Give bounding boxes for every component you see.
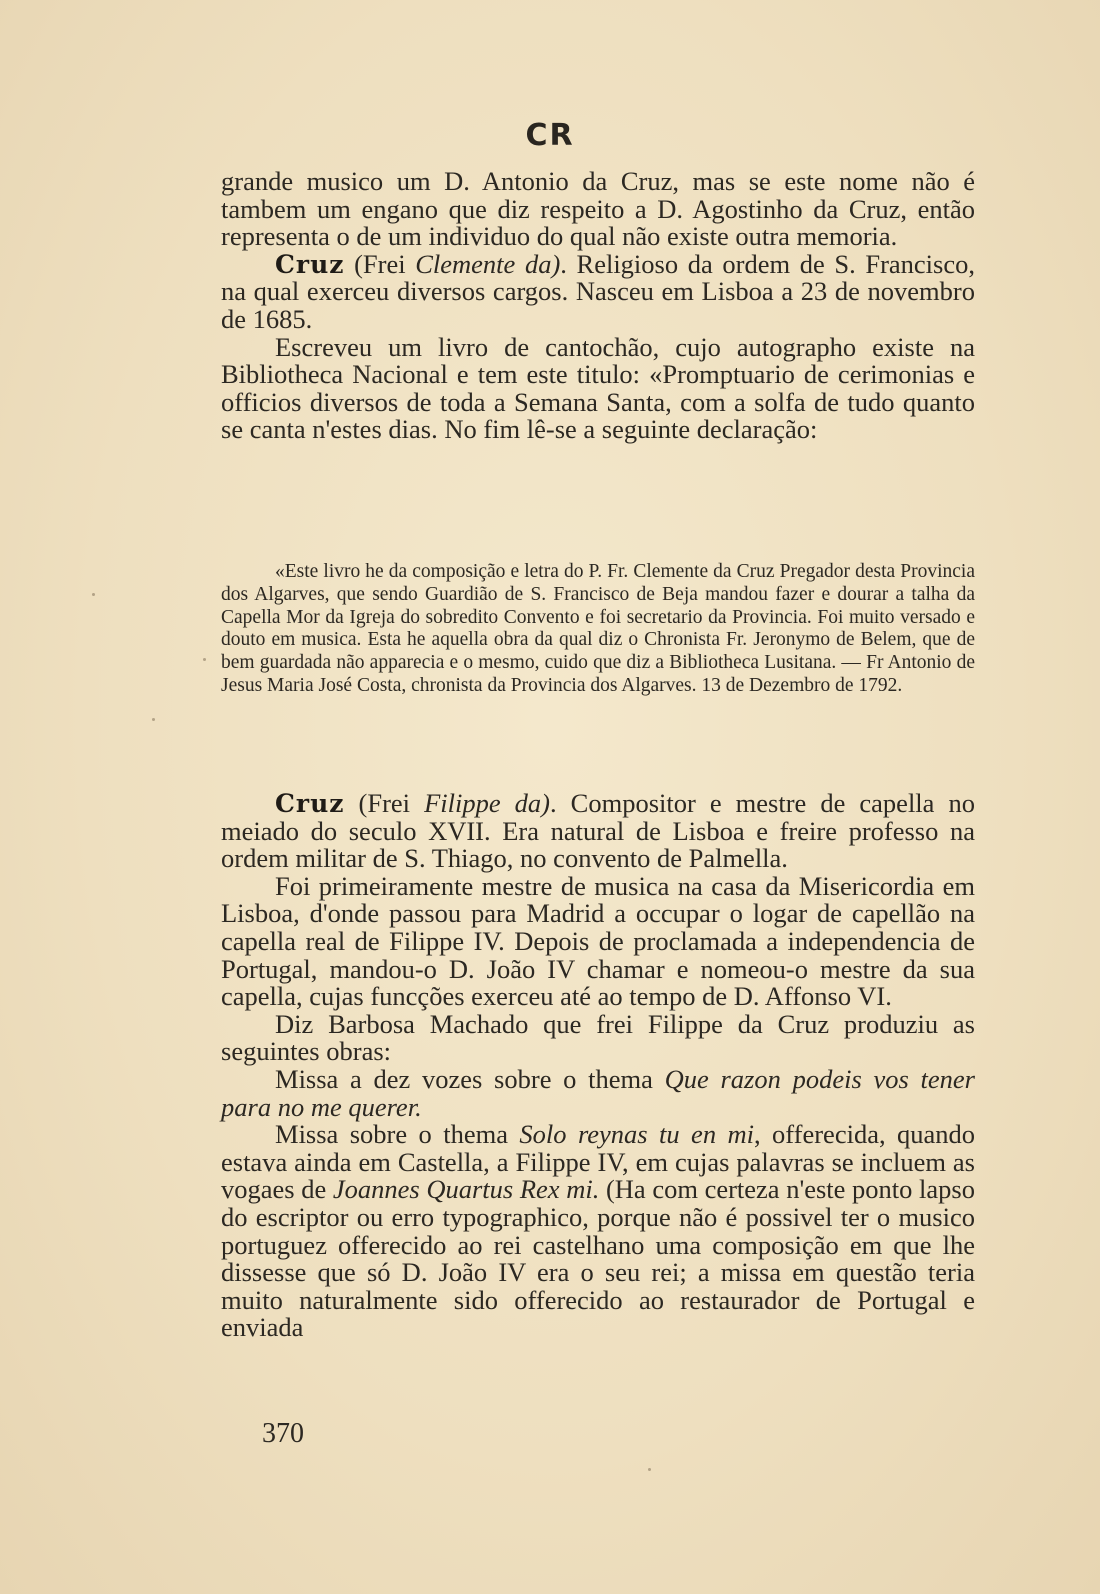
entry-clemente-paragraph-2: Escreveu um livro de cantochão, cujo autographo existe na Bibliotheca Nacional e tem este titulo: «Promptuario de cerimonias e officios diversos de toda a Semana Santa, com a solfa de tudo quanto se canta n'estes dias. No fim lê-se a seguinte declaração:	[221, 331, 975, 445]
work-text: , offerecida, quando estava ainda em Castella, a Filippe IV, em cujas palavras se incluem as vogaes de	[221, 1119, 976, 1205]
entry-title-italic: Clemente da)	[415, 248, 561, 279]
paper-speck	[648, 1468, 651, 1471]
entry-filippe-paragraph-2: Foi primeiramente mestre de musica na casa da Misericordia em Lisboa, d'onde passou para Madrid a occupar o logar de capellão na capella real de Filippe IV. Depois de proclamada a independencia de Portugal, mandou-o D. João IV chamar e nomeou-o mestre da sua capella, cujas funcções exerceu até ao tempo de D. Affonso VI.	[221, 870, 975, 1012]
quotation-block	[221, 561, 975, 698]
work-theme-italic: Solo reynas tu en mi	[519, 1119, 754, 1150]
intro-paragraph: grande musico um D. Antonio da Cruz, mas se este nome não é tambem um engano que diz respeito a D. Agostinho da Cruz, então representa o de um individuo do qual não existe outra memoria.	[221, 166, 975, 252]
work-vowels-italic: Joannes Quartus Rex mi.	[332, 1174, 600, 1205]
paper-speck	[203, 658, 206, 661]
running-head: CR	[525, 118, 575, 153]
entry-head-name: Cruz	[275, 789, 345, 818]
body-text-top	[221, 168, 975, 444]
work-text: Missa sobre o thema	[275, 1119, 520, 1150]
work-text: Missa a dez vozes sobre o thema	[275, 1063, 665, 1094]
work-mass-solo-reynas	[221, 1121, 975, 1342]
page-number: 370	[262, 1418, 304, 1449]
entry-clemente	[221, 248, 975, 334]
entry-filippe-paragraph-3: Diz Barbosa Machado que frei Filippe da Cruz produziu as seguintes obras:	[221, 1008, 975, 1067]
paper-speck	[152, 718, 155, 721]
entry-paren: (Frei	[344, 788, 425, 818]
entry-text: . Religioso da ordem de S. Francisco, na qual exerceu diversos cargos. Nasceu em Lisboa a 23 de novembro de 1685.	[221, 248, 975, 334]
paper-speck	[92, 593, 95, 596]
entry-paren: (Frei	[344, 248, 416, 279]
work-mass-ten-voices	[221, 1063, 975, 1122]
entry-text: . Compositor e mestre de capella no meiado do seculo XVII. Era natural de Lisboa e freire professo na ordem militar de S. Thiago, no convento de Palmella.	[221, 788, 975, 874]
work-theme-italic: Que razon podeis vos tener para no me querer.	[221, 1063, 975, 1122]
entry-title-italic: Filippe da)	[424, 788, 550, 818]
entry-head-name: Cruz	[275, 249, 345, 279]
entry-filippe	[221, 790, 975, 873]
quotation-text: «Este livro he da composição e letra do P. Fr. Clemente da Cruz Pregador desta Provincia dos Algarves, que sendo Guardião de S. Francisco de Beja mandou fazer e dourar a talha da Capella Mor da Igreja do sobredito Convento e foi secretario da Provincia. Foi muito versado e douto em musica. Esta he aquella obra da qual diz o Chronista Fr. Jeronymo de Belem, que de bem guardada não apparecia e o mesmo, cuido que diz a Bibliotheca Lusitana. — Fr Antonio de Jesus Maria José Costa, chronista da Provincia dos Algarves. 13 de Dezembro de 1792.	[221, 561, 975, 696]
work-text: (Ha com certeza n'este ponto lapso do escriptor ou erro typographico, porque não é possivel ter o musico portuguez offerecido ao rei castelhano uma composição em que lhe dissesse que só D. João IV era o seu rei; a missa em questão teria muito naturalmente sido offerecido ao restaurador de Portugal e enviada	[221, 1174, 975, 1343]
body-text-bottom	[221, 790, 975, 1342]
